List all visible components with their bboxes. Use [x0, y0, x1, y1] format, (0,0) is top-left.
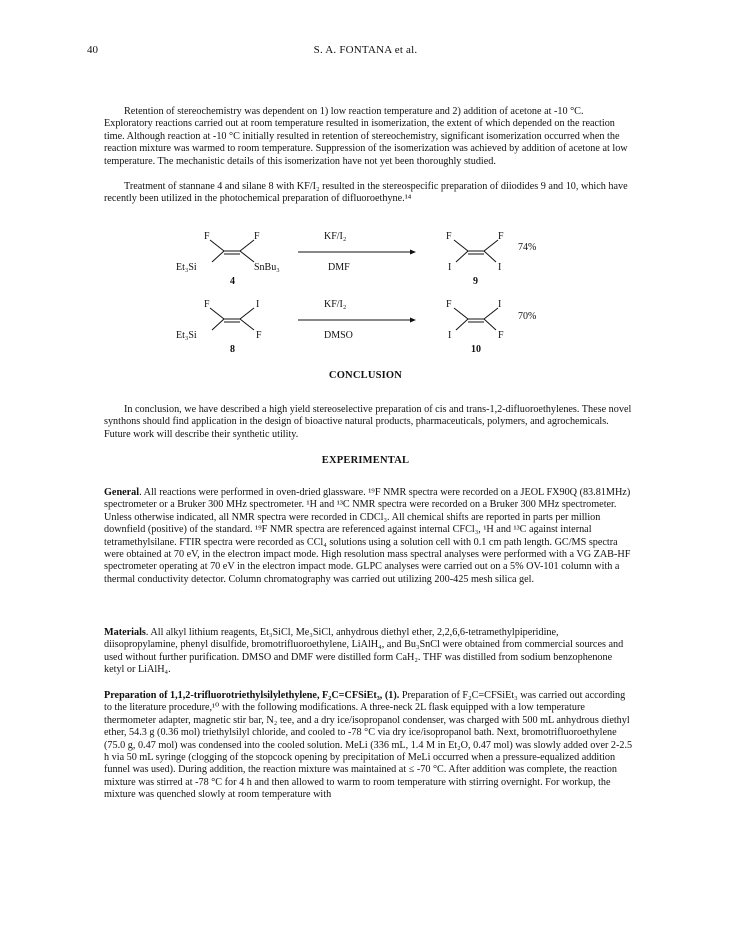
reactant-8-structure — [176, 299, 262, 355]
r1-reagent-bottom: DMF — [328, 262, 350, 273]
reaction-scheme-svg — [176, 226, 550, 355]
general-label: General — [104, 487, 140, 498]
r1-yield: 74% — [518, 242, 537, 253]
r2-yield: 70% — [518, 311, 537, 322]
r1-reagent-top: KF/I₂ — [324, 231, 347, 242]
r2-reagent-bottom: DMSO — [324, 330, 353, 341]
r1-arrow-head — [410, 250, 416, 255]
materials-paragraph — [104, 627, 634, 677]
r2-product-sub-top-right: I — [498, 299, 502, 310]
product-9-structure — [446, 231, 504, 287]
conclusion-heading: CONCLUSION — [328, 370, 403, 381]
r1-reactant-sub-bottom-right: SnBu₃ — [254, 262, 280, 273]
compound-label-8: 8 — [230, 344, 235, 355]
compound-label-9: 9 — [473, 276, 478, 287]
reactant-4-structure — [176, 231, 280, 287]
r2-reactant-sub-bottom-left: Et₃Si — [176, 330, 197, 341]
r1-product-sub-bottom-left: I — [448, 262, 452, 273]
r2-reactant-sub-top-right: I — [256, 299, 260, 310]
r2-reagent-top: KF/I₂ — [324, 299, 347, 310]
reaction-scheme — [176, 226, 550, 355]
r2-product-sub-bottom-left: I — [448, 330, 452, 341]
page-number: 40 — [87, 44, 98, 56]
conclusion-paragraph: In conclusion, we have described a high yield stereoselective preparation of cis and trans-1,2-difluoroethylenes. These novel synthons should find application in the design of bioactive natural products, pharmaceuticals, polymers, and agrochemicals. Future work will describe their synthetic utility. — [104, 404, 632, 440]
r2-reactant-sub-top-left: F — [204, 299, 210, 310]
compound-label-4: 4 — [230, 276, 235, 287]
experimental-heading: EXPERIMENTAL — [321, 455, 410, 466]
r1-reactant-sub-top-right: F — [254, 231, 260, 242]
r2-reactant-sub-bottom-right: F — [256, 330, 262, 341]
r2-product-sub-bottom-right: F — [498, 330, 504, 341]
materials-text: . All alkyl lithium reagents, Et₃SiCl, Me₃SiCl, anhydrous diethyl ether, 2,2,6,6-tetramethylpiperidine, diisopropylamine, phenyl disulfide, bromotrifluoroethylene, LiAlH₄, and Bu₃SnCl were obtained from commercial sources and used without further purification. DMSO and DMF were distilled form CaH₂. THF was distilled from sodium benzophenone ketyl or LiAlH₄. — [104, 627, 624, 676]
preparation-text: Preparation of F₂C=CFSiEt₃ was carried out according to the literature procedure,¹⁰ with the following modifications. A three-neck 2L flask equipped with a low temperature thermometer adapter, magnetic stir bar, N₂ tee, and a dry ice/isopropanol condenser, was charged with 500 mL anhydrous diethyl ether, 54.3 g (0.36 mol) triethylsilyl chloride, and cooled to -78 °C via dry ice/isopropanol bath. Next, bromotrifluoroethylene (75.0 g, 0.47 mol) was condensed into the cooled solution. MeLi (336 mL, 1.4 M in Et₂O, 0.47 mol) was slowly added over 2-2.5 h via 50 mL syringe (clogging of the stopcock opening by precipitation of MeLi occurred when a pressure-equalized addition funnel was used). During addition, the reaction mixture was maintained at ≤ -70 °C. After addition was complete, the reaction mixture was stirred at -78 °C for 4 h and then allowed to warm to room temperature with stirring overnight. For workup, the mixture was quenched slowly at room temperature with — [104, 690, 633, 801]
preparation-label: Preparation of 1,1,2-trifluorotriethylsilylethylene, F₂C=CFSiEt₃, (1). — [104, 690, 400, 701]
intro-paragraph-2: Treatment of stannane 4 and silane 8 with KF/I₂ resulted in the stereospecific preparation of diiodides 9 and 10, which have recently been utilized in the photochemical preparation of difluoroethyne.¹⁴ — [104, 181, 628, 205]
r1-product-sub-bottom-right: I — [498, 262, 502, 273]
r1-reactant-sub-top-left: F — [204, 231, 210, 242]
r1-product-sub-top-left: F — [446, 231, 452, 242]
general-paragraph — [104, 487, 634, 586]
product-10-structure — [446, 299, 504, 355]
running-head: S. A. FONTANA et al. — [313, 44, 418, 56]
general-text: . All reactions were performed in oven-dried glassware. ¹⁹F NMR spectra were recorded on a JEOL FX90Q (83.81MHz) spectrometer or a Bruker 300 MHz spectrometer. ¹H and ¹³C NMR spectra were recorded on a Bruker 300 MHz spectrometer. Unless otherwise indicated, all NMR spectra were recorded in CDCl₃. All chemical shifts are reported in parts per million downfield (positive) of the standard. ¹⁹F NMR spectra are referenced against internal CFCl₃, ¹H and ¹³C against internal tetramethylsilane. FTIR spectra were recorded as CCl₄ solutions using a solution cell with 0.1 cm path length. GC/MS spectra were obtained at 70 eV, in the electron impact mode. High resolution mass spectral analyses were performed with a VG ZAB-HF spectrometer operating at 70 eV in the electron impact mode. GLPC analyses were carried out on a 5% OV-101 column with a thermal conductivity detector. Column chromatography was carried out utilizing 200-425 mesh silica gel. — [104, 487, 631, 585]
intro-paragraph-1: Retention of stereochemistry was dependent on 1) low reaction temperature and 2) addition of acetone at -10 °C. Exploratory reactions carried out at room temperature resulted in isomerization, the extent of which depended on the reaction time. Although reaction at -10 °C initially resulted in retention of stereochemistry, significant isomerization occurred when the reaction mixture was warmed to room temperature. Suppression of the isomerization was achieved by addition of acetone at low temperature. The mechanistic details of this isomerization have not yet been thoroughly studied. — [104, 106, 628, 167]
r2-product-sub-top-left: F — [446, 299, 452, 310]
r2-arrow-head — [410, 318, 416, 323]
compound-label-10: 10 — [471, 344, 481, 355]
preparation-paragraph — [104, 690, 634, 802]
materials-label: Materials — [104, 627, 146, 638]
r1-product-sub-top-right: F — [498, 231, 504, 242]
r1-reactant-sub-bottom-left: Et₃Si — [176, 262, 197, 273]
